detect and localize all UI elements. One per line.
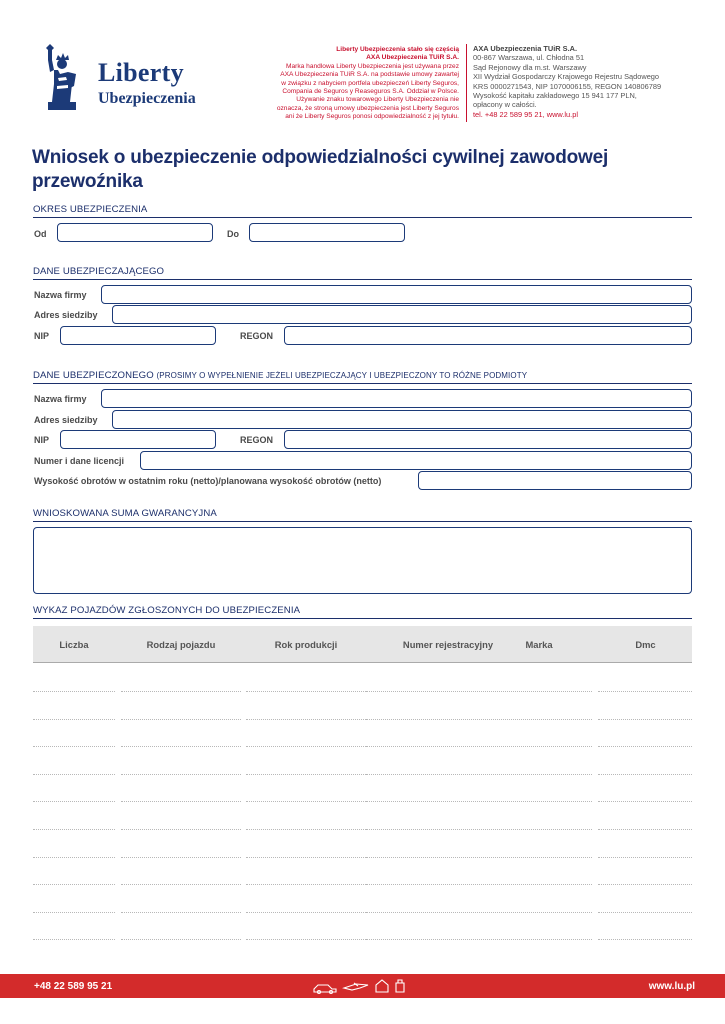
table-cell[interactable]	[33, 801, 115, 802]
table-cell[interactable]	[121, 857, 241, 858]
insurance-products-icon	[310, 977, 414, 995]
logo-subtitle: Ubezpieczenia	[98, 90, 196, 107]
to-date-field[interactable]	[249, 223, 405, 242]
section-heading-vehicles: WYKAZ POJAZDÓW ZGŁOSZONYCH DO UBEZPIECZENIA	[33, 605, 301, 616]
column-header-count: Liczba	[59, 639, 89, 650]
section-heading-period: OKRES UBEZPIECZENIA	[33, 204, 148, 215]
table-cell[interactable]	[121, 691, 241, 692]
license-field[interactable]	[140, 451, 692, 470]
table-cell[interactable]	[598, 939, 692, 940]
notice-line: ani że Liberty Seguros ponosi odpowiedzialność z jej tytułu.	[285, 113, 459, 121]
table-cell[interactable]	[598, 801, 692, 802]
table-cell[interactable]	[477, 774, 592, 775]
table-cell[interactable]	[246, 912, 366, 913]
insured-nip-label: NIP	[34, 435, 50, 445]
notice-line: Używanie znaku towarowego Liberty Ubezpieczenia nie	[296, 96, 459, 104]
table-cell[interactable]	[33, 691, 115, 692]
table-cell[interactable]	[477, 719, 592, 720]
statue-of-liberty-icon	[38, 44, 94, 114]
notice-line: Liberty Ubezpieczenia stało się częścią	[336, 46, 459, 53]
table-cell[interactable]	[477, 746, 592, 747]
notice-line: oznacza, że stroną umowy ubezpieczenia jest Liberty Seguros	[276, 104, 459, 112]
header-divider	[466, 44, 467, 122]
section-divider	[33, 618, 692, 619]
footer-website: www.lu.pl	[648, 981, 695, 992]
table-cell[interactable]	[598, 691, 692, 692]
table-cell[interactable]	[33, 829, 115, 830]
table-cell[interactable]	[598, 884, 692, 885]
table-cell[interactable]	[33, 912, 115, 913]
table-cell[interactable]	[121, 939, 241, 940]
company-contact: tel. +48 22 589 95 21, www.lu.pl	[473, 109, 578, 119]
table-cell[interactable]	[477, 939, 592, 940]
section-divider	[33, 521, 692, 522]
table-cell[interactable]	[121, 884, 241, 885]
section-divider	[33, 383, 692, 384]
to-label: Do	[227, 229, 239, 239]
table-cell[interactable]	[598, 774, 692, 775]
section-divider	[33, 279, 692, 280]
section-heading-insurer: DANE UBEZPIECZAJĄCEGO	[33, 266, 165, 277]
table-cell[interactable]	[121, 829, 241, 830]
turnover-field[interactable]	[418, 471, 692, 490]
footer-bar	[0, 974, 725, 998]
table-cell[interactable]	[246, 746, 366, 747]
insured-heading: DANE UBEZPIECZONEGO	[33, 370, 154, 381]
notice-line: w związku z nabyciem portfela ubezpieczeń Liberty Seguros,	[281, 79, 459, 87]
table-cell[interactable]	[246, 939, 366, 940]
insured-company-field[interactable]	[101, 389, 692, 408]
logo-wordmark: Liberty	[98, 58, 184, 87]
insured-company-label: Nazwa firmy	[34, 394, 87, 404]
license-label: Numer i dane licencji	[34, 456, 125, 466]
section-heading-sum: WNIOSKOWANA SUMA GWARANCYJNA	[33, 508, 217, 519]
turnover-label: Wysokość obrotów w ostatnim roku (netto)/planowana wysokość obrotów (netto)	[34, 476, 382, 486]
insured-regon-field[interactable]	[284, 430, 692, 449]
insurer-company-field[interactable]	[101, 285, 692, 304]
table-cell[interactable]	[33, 884, 115, 885]
table-cell[interactable]	[246, 801, 366, 802]
column-header-vehicle-type: Rodzaj pojazdu	[146, 639, 216, 650]
sum-insured-field[interactable]	[33, 527, 692, 594]
company-capital-paid: opłacony w całości.	[473, 100, 537, 110]
company-court-dept: XII Wydział Gospodarczy Krajowego Rejestru Sądowego	[473, 72, 660, 82]
insurer-regon-label: REGON	[240, 331, 274, 341]
table-cell[interactable]	[246, 691, 366, 692]
insurer-regon-field[interactable]	[284, 326, 692, 345]
table-cell[interactable]	[598, 719, 692, 720]
notice-line: Marka handlowa Liberty Ubezpieczenia jest używana przez	[286, 62, 459, 70]
table-cell[interactable]	[477, 801, 592, 802]
liberty-logo	[38, 44, 198, 114]
column-header-registration-number: Numer rejestracyjny	[402, 639, 494, 650]
table-cell[interactable]	[121, 719, 241, 720]
insurer-nip-label: NIP	[34, 331, 50, 341]
notice-line: AXA Ubezpieczenia TUiR S.A. na podstawie umowy zawartej	[280, 71, 459, 79]
insured-nip-field[interactable]	[60, 430, 216, 449]
company-ids: KRS 0000271543, NIP 1070006155, REGON 140806789	[473, 81, 662, 91]
table-cell[interactable]	[598, 746, 692, 747]
table-cell[interactable]	[33, 719, 115, 720]
table-cell[interactable]	[121, 912, 241, 913]
footer-phone: +48 22 589 95 21	[34, 981, 113, 992]
from-date-field[interactable]	[57, 223, 213, 242]
company-info	[473, 44, 713, 119]
table-cell[interactable]	[121, 801, 241, 802]
table-cell[interactable]	[477, 857, 592, 858]
notice-line: AXA Ubezpieczenia TUiR S.A.	[366, 54, 459, 62]
section-heading-insured	[33, 370, 527, 381]
table-cell[interactable]	[477, 912, 592, 913]
table-cell[interactable]	[477, 884, 592, 885]
insured-address-field[interactable]	[112, 410, 692, 429]
vehicles-table-header	[33, 626, 692, 663]
table-cell[interactable]	[246, 719, 366, 720]
table-cell[interactable]	[477, 829, 592, 830]
table-cell[interactable]	[33, 774, 115, 775]
section-divider	[33, 217, 692, 218]
table-cell[interactable]	[598, 829, 692, 830]
company-name: AXA Ubezpieczenia TUiR S.A.	[473, 44, 578, 53]
insurer-address-field[interactable]	[112, 305, 692, 324]
column-header-make: Marka	[525, 639, 553, 650]
column-header-gvw: Dmc	[635, 639, 656, 650]
insurer-nip-field[interactable]	[60, 326, 216, 345]
from-label: Od	[34, 229, 47, 239]
column-header-production-year: Rok produkcji	[274, 639, 338, 650]
insurer-address-label: Adres siedziby	[34, 310, 98, 320]
table-cell[interactable]	[477, 691, 592, 692]
company-capital: Wysokość kapitału zakładowego 15 941 177 PLN,	[473, 91, 637, 101]
insured-regon-label: REGON	[240, 435, 274, 445]
table-cell[interactable]	[33, 857, 115, 858]
brand-notice	[240, 46, 459, 122]
company-court: Sąd Rejonowy dla m.st. Warszawy	[473, 62, 587, 72]
insured-address-label: Adres siedziby	[34, 415, 98, 425]
page-title: Wniosek o ubezpieczenie odpowiedzialności cywilnej zawodowej przewoźnika	[32, 147, 609, 192]
table-cell[interactable]	[246, 884, 366, 885]
table-cell[interactable]	[246, 774, 366, 775]
notice-line: Compania de Seguros y Reaseguros S.A. Oddział w Polsce.	[282, 88, 459, 96]
table-cell[interactable]	[246, 857, 366, 858]
table-cell[interactable]	[121, 746, 241, 747]
insurer-company-label: Nazwa firmy	[34, 290, 87, 300]
table-cell[interactable]	[121, 774, 241, 775]
table-cell[interactable]	[598, 857, 692, 858]
table-cell[interactable]	[598, 912, 692, 913]
insured-heading-note: (PROSIMY O WYPEŁNIENIE JEŻELI UBEZPIECZAJĄCY I UBEZPIECZONY TO RÓŻNE PODMIOTY	[156, 371, 528, 380]
company-address: 00-867 Warszawa, ul. Chłodna 51	[473, 53, 585, 63]
table-cell[interactable]	[246, 829, 366, 830]
table-cell[interactable]	[33, 939, 115, 940]
table-cell[interactable]	[33, 746, 115, 747]
